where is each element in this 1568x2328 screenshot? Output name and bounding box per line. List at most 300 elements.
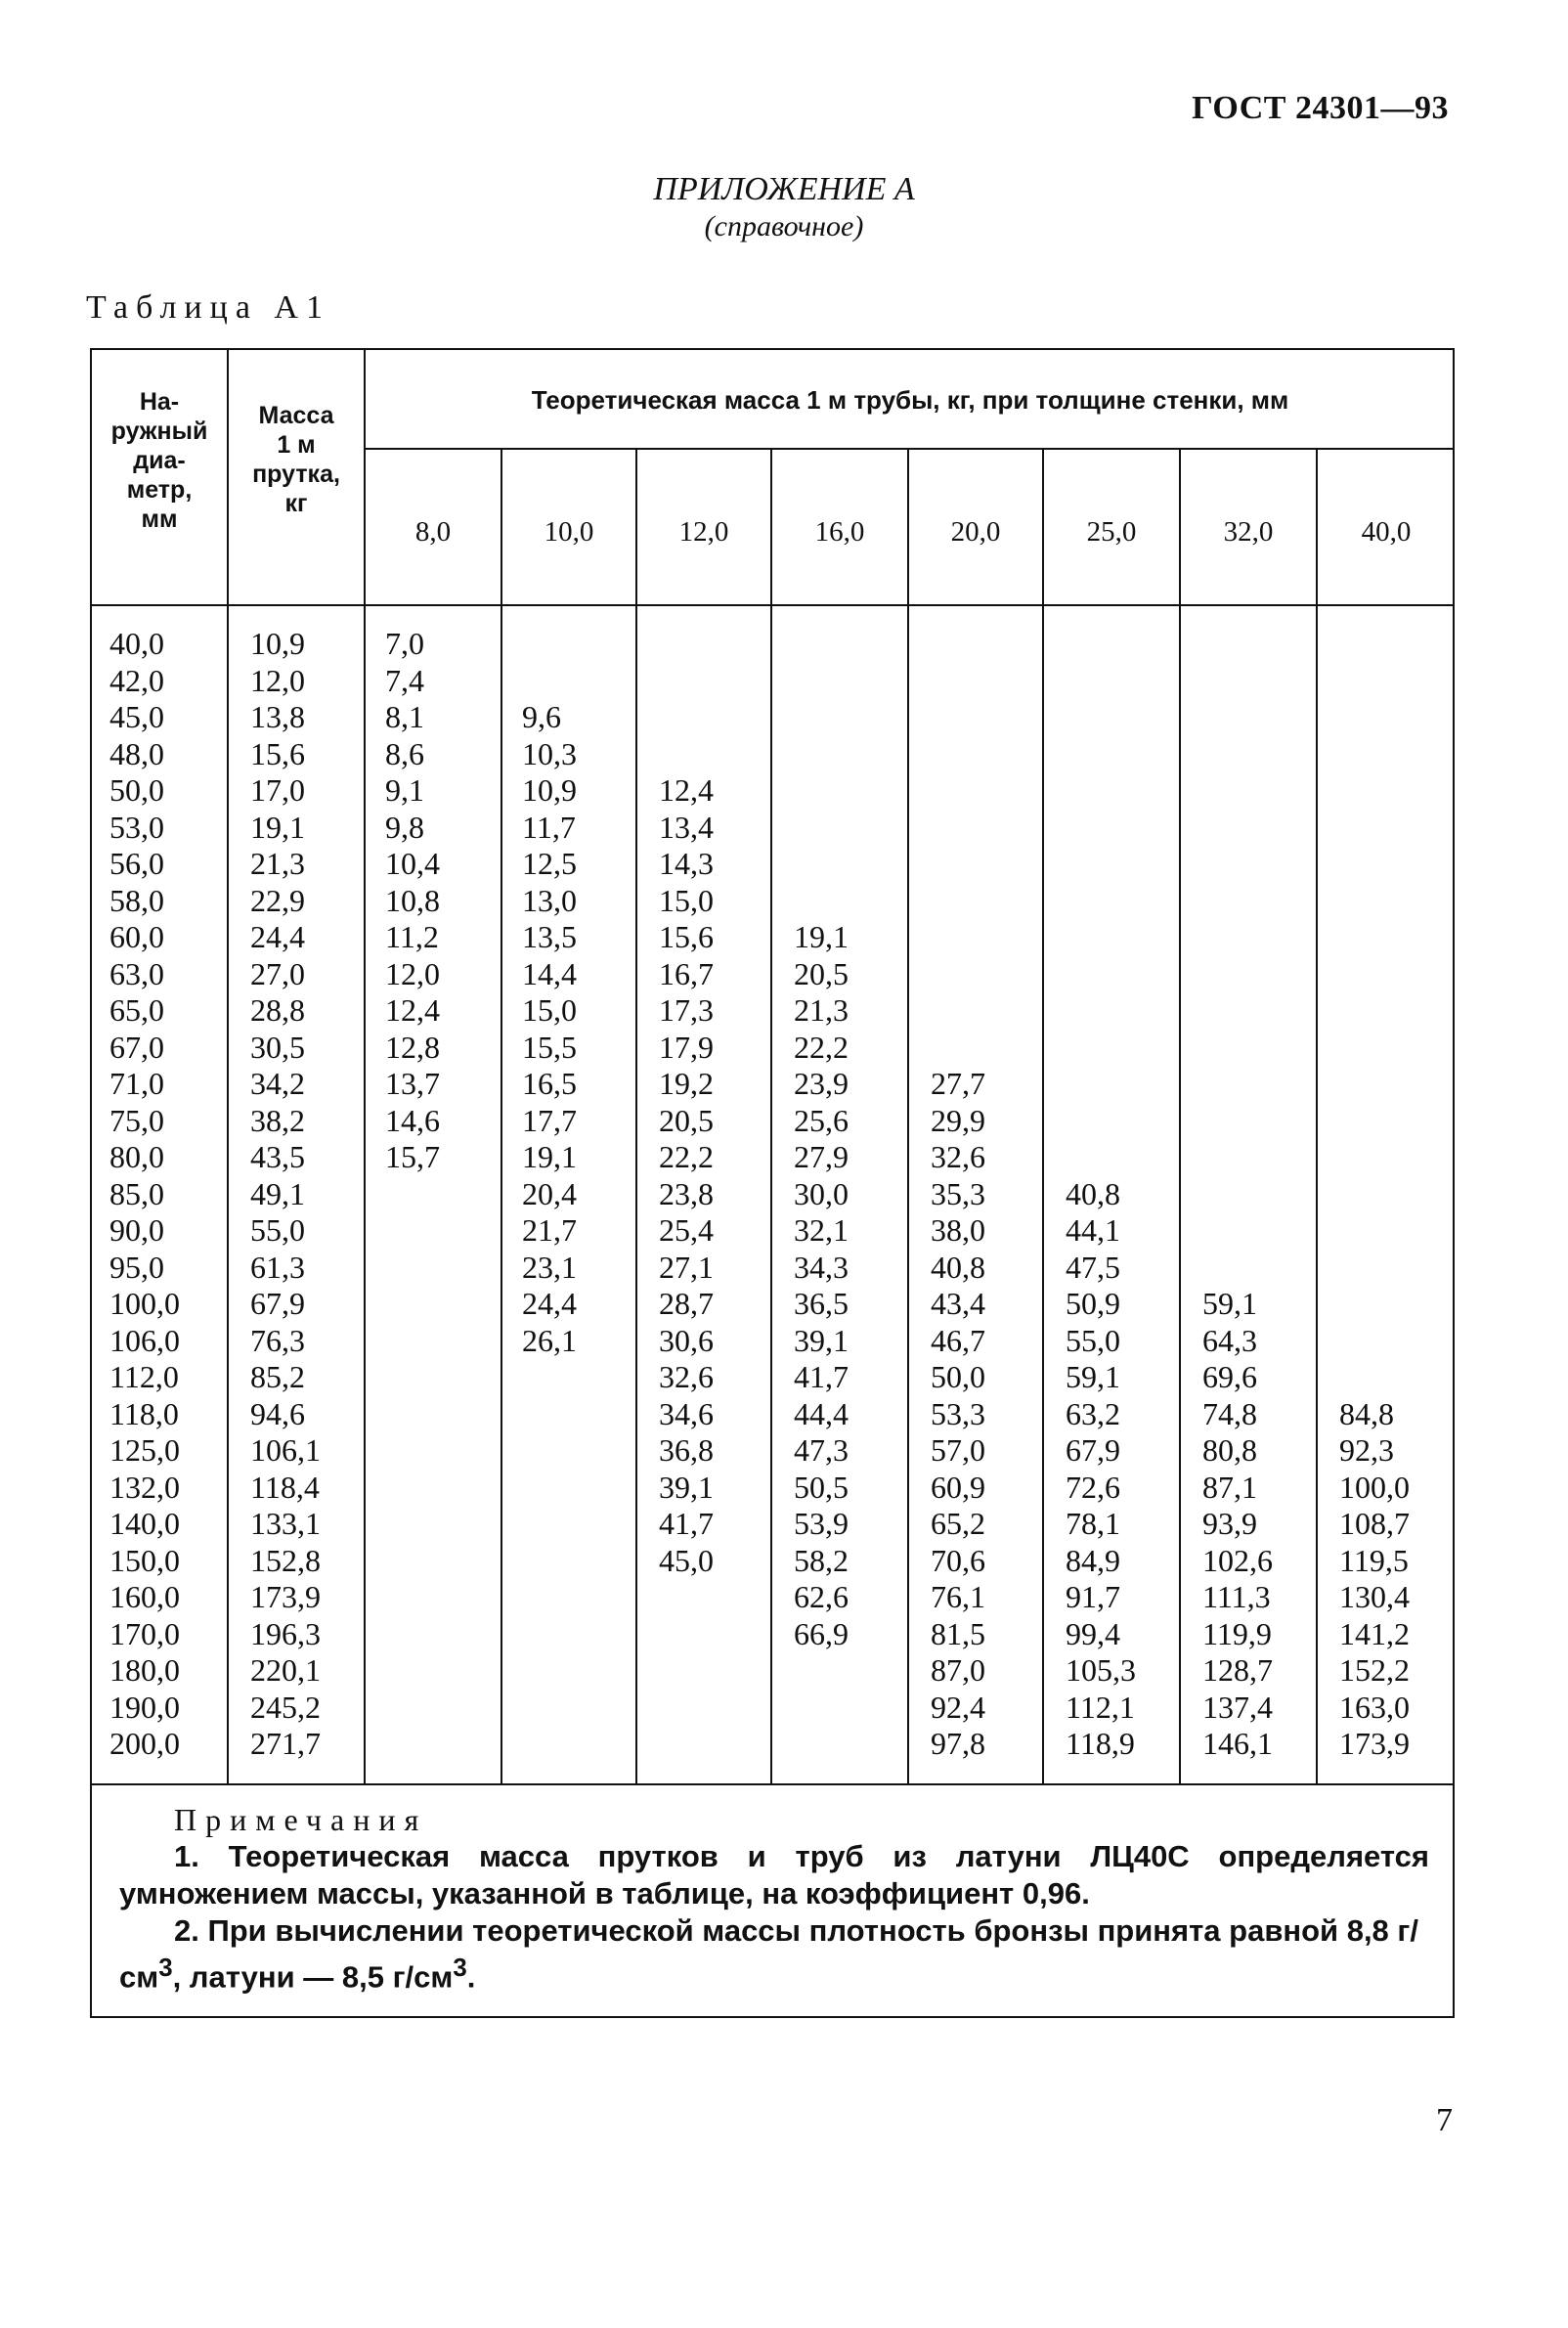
appendix-subtitle: (справочное): [704, 210, 864, 242]
table-cell: 19,1: [522, 1139, 577, 1174]
rod-mass-header: [229, 401, 364, 518]
table-cell: 141,2: [1339, 1615, 1410, 1651]
table-cell: 30,0: [794, 1175, 849, 1211]
table-cell: 67,0: [109, 1029, 164, 1065]
table-cell: 100,0: [109, 1286, 180, 1321]
table-cell: 108,7: [1339, 1506, 1410, 1541]
table-cell: [1066, 772, 1136, 810]
table-cell: 85,2: [250, 1359, 305, 1394]
table-cell: 190,0: [109, 1689, 180, 1725]
table-cell: 45,0: [109, 699, 164, 734]
table-cell: 27,9: [794, 1139, 849, 1174]
table-cell: 63,0: [109, 955, 164, 991]
table-cell: [1339, 772, 1410, 810]
table-cell: [1339, 1359, 1410, 1396]
table-cell: [1202, 1139, 1273, 1176]
table-cell: 128,7: [1202, 1652, 1273, 1688]
table-cell: 30,6: [659, 1322, 714, 1358]
table-cell: [931, 1030, 985, 1067]
table-cell: 160,0: [109, 1579, 180, 1614]
wall-thickness-16: 16,0: [814, 516, 865, 548]
table-cell: 130,4: [1339, 1579, 1410, 1614]
table-cell: [1066, 883, 1136, 920]
t16-column: [794, 626, 849, 1652]
table-cell: 105,3: [1066, 1652, 1136, 1688]
table-cell: 81,5: [931, 1615, 985, 1651]
table-cell: 80,8: [1202, 1432, 1257, 1468]
table-cell: 27,0: [250, 955, 305, 991]
table-cell: 84,9: [1066, 1542, 1120, 1578]
table-cell: [1202, 956, 1273, 993]
table-cell: [1066, 663, 1136, 700]
diameter-header-line: мм: [141, 505, 178, 533]
table-cell: 40,8: [931, 1249, 985, 1285]
table-cell: [1339, 1139, 1410, 1176]
table-cell: 125,0: [109, 1432, 180, 1468]
table-cell: 11,2: [385, 919, 439, 954]
table-cell: 48,0: [109, 735, 164, 771]
table-cell: [1202, 883, 1273, 920]
appendix-title: ПРИЛОЖЕНИЕ А: [653, 171, 915, 207]
table-cell: 78,1: [1066, 1506, 1120, 1541]
table-cell: 112,0: [109, 1359, 179, 1394]
table-cell: 27,1: [659, 1249, 714, 1285]
table-cell: 85,0: [109, 1175, 164, 1211]
table-cell: 152,8: [250, 1542, 321, 1578]
table-cell: 15,5: [522, 1029, 577, 1065]
table-cell: 39,1: [794, 1322, 849, 1358]
table-cell: [1066, 956, 1136, 993]
rod-mass-header-line: прутка,: [252, 461, 340, 488]
table-cell: [1066, 810, 1136, 847]
table-cell: 20,5: [794, 955, 849, 991]
table-cell: 53,3: [931, 1395, 985, 1431]
table-cell: 21,7: [522, 1212, 577, 1248]
table-cell: 29,9: [931, 1102, 985, 1138]
wall-thickness-40: 40,0: [1361, 516, 1412, 548]
table-cell: 97,8: [931, 1726, 985, 1761]
table-cell: [1202, 1212, 1273, 1250]
table-cell: 17,9: [659, 1029, 714, 1065]
table-cell: [659, 736, 714, 773]
table-cell: [659, 626, 714, 663]
table-caption: Таблица А1: [86, 289, 330, 326]
table-cell: 50,0: [931, 1359, 985, 1394]
table-cell: 20,5: [659, 1102, 714, 1138]
table-cell: 13,0: [522, 882, 577, 918]
wall-thickness-8: 8,0: [414, 516, 452, 548]
table-cell: 150,0: [109, 1542, 180, 1578]
table-cell: 118,0: [109, 1395, 179, 1431]
table-cell: [1339, 992, 1410, 1030]
diameter-header-line: На-: [139, 388, 180, 416]
table-cell: [1202, 1103, 1273, 1140]
table-cell: [931, 663, 985, 700]
table-cell: 34,6: [659, 1395, 714, 1431]
table-cell: [1339, 956, 1410, 993]
table-cell: [931, 846, 985, 883]
note-2-superscript: 3: [453, 1955, 467, 1982]
table-cell: 22,2: [794, 1029, 849, 1065]
table-cell: 24,4: [250, 919, 305, 954]
table-cell: 34,3: [794, 1249, 849, 1285]
table-cell: 67,9: [1066, 1432, 1120, 1468]
table-cell: 14,3: [659, 846, 714, 881]
table-cell: 74,8: [1202, 1395, 1257, 1431]
table-cell: 15,7: [385, 1139, 440, 1174]
table-cell: 12,0: [250, 662, 305, 698]
table-cell: 13,7: [385, 1066, 440, 1101]
table-cell: 70,6: [931, 1542, 985, 1578]
table-cell: 245,2: [250, 1689, 321, 1725]
table-cell: 35,3: [931, 1175, 985, 1211]
table-cell: 118,4: [250, 1469, 320, 1505]
table-cell: [794, 626, 849, 663]
table-cell: 152,2: [1339, 1652, 1410, 1688]
table-cell: 14,6: [385, 1102, 440, 1138]
table-cell: 49,1: [250, 1175, 305, 1211]
table-cell: 13,8: [250, 699, 305, 734]
rod-mass-header-line: Масса: [258, 402, 334, 429]
table-cell: 10,9: [522, 772, 577, 808]
table-cell: 38,0: [931, 1212, 985, 1248]
table-cell: 25,6: [794, 1102, 849, 1138]
table-cell: 13,4: [659, 809, 714, 845]
table-cell: 146,1: [1202, 1726, 1273, 1761]
table-cell: 32,6: [659, 1359, 714, 1394]
table-cell: 196,3: [250, 1615, 321, 1651]
table-cell: [1066, 1030, 1136, 1067]
table-cell: 12,8: [385, 1029, 440, 1065]
table-cell: 271,7: [250, 1726, 321, 1761]
table-cell: 9,1: [385, 772, 424, 808]
table-cell: 10,9: [250, 626, 305, 661]
diameter-header-line: ружный: [110, 417, 208, 445]
table-cell: 7,0: [385, 626, 424, 661]
wall-thickness-32: 32,0: [1223, 516, 1274, 548]
table-cell: [522, 663, 577, 700]
table-cell: 133,1: [250, 1506, 321, 1541]
table-cell: [1339, 919, 1410, 956]
table-cell: 50,5: [794, 1469, 849, 1505]
table-cell: 93,9: [1202, 1506, 1257, 1541]
table-cell: 9,6: [522, 699, 561, 734]
note-1: 1. Теоретическая масса прутков и труб из латуни ЛЦ40С определяется умножением массы, указанной в таблице, на коэффициент 0,96.: [119, 1839, 1429, 1911]
table-cell: 50,9: [1066, 1286, 1120, 1321]
table-notes: [119, 1801, 1429, 1996]
table-cell: 100,0: [1339, 1469, 1410, 1505]
table-cell: 36,8: [659, 1432, 714, 1468]
rod-mass-header-line: 1 м: [277, 431, 316, 459]
table-cell: 106,1: [250, 1432, 321, 1468]
table-cell: [1339, 1250, 1410, 1287]
table-cell: [1202, 846, 1273, 883]
table-cell: 92,3: [1339, 1432, 1394, 1468]
table-cell: [1202, 1030, 1273, 1067]
table-cell: 173,9: [250, 1579, 321, 1614]
table-cell: 65,0: [109, 992, 164, 1028]
table-cell: [1339, 626, 1410, 663]
wall-thickness-12: 12,0: [678, 516, 729, 548]
table-cell: [1339, 1066, 1410, 1103]
table-cell: 59,1: [1066, 1359, 1120, 1394]
diameter-column: [109, 626, 180, 1763]
table-cell: [1066, 1066, 1136, 1103]
t20-column: [931, 626, 985, 1763]
table-cell: [1339, 1212, 1410, 1250]
table-cell: [1202, 772, 1273, 810]
table-cell: [931, 956, 985, 993]
table-cell: 132,0: [109, 1469, 180, 1505]
table-cell: 55,0: [1066, 1322, 1120, 1358]
table-cell: [1066, 919, 1136, 956]
table-cell: 19,1: [794, 919, 849, 954]
table-cell: 53,9: [794, 1506, 849, 1541]
table-cell: 170,0: [109, 1615, 180, 1651]
table-cell: [1339, 810, 1410, 847]
table-cell: 47,5: [1066, 1249, 1120, 1285]
notes-title: Примечания: [174, 1802, 428, 1837]
rod-mass-column: [250, 626, 321, 1763]
table-cell: 57,0: [931, 1432, 985, 1468]
page-number: 7: [1436, 2102, 1453, 2138]
table-cell: 24,4: [522, 1286, 577, 1321]
table-cell: 43,4: [931, 1286, 985, 1321]
table-cell: 102,6: [1202, 1542, 1273, 1578]
table-cell: 60,0: [109, 919, 164, 954]
table-cell: 10,3: [522, 735, 577, 771]
table-cell: 180,0: [109, 1652, 180, 1688]
table-cell: 62,6: [794, 1579, 849, 1614]
table-cell: [1339, 1176, 1410, 1213]
table-cell: 163,0: [1339, 1689, 1410, 1725]
table-cell: [1202, 1066, 1273, 1103]
wall-thickness-20: 20,0: [950, 516, 1001, 548]
table-cell: [1202, 699, 1273, 736]
table-cell: 14,4: [522, 955, 577, 991]
table-cell: [1202, 626, 1273, 663]
table-cell: [931, 699, 985, 736]
table-cell: 111,3: [1202, 1579, 1271, 1614]
table-cell: [1066, 626, 1136, 663]
table-cell: 119,5: [1339, 1542, 1409, 1578]
table-cell: 71,0: [109, 1066, 164, 1101]
table-cell: [1202, 1250, 1273, 1287]
table-cell: 20,4: [522, 1175, 577, 1211]
table-cell: 8,6: [385, 735, 424, 771]
table-cell: [659, 663, 714, 700]
table-cell: 200,0: [109, 1726, 180, 1761]
note-2: [119, 1912, 1429, 1996]
table-cell: [1339, 1030, 1410, 1067]
table-cell: 99,4: [1066, 1615, 1120, 1651]
table-cell: 23,1: [522, 1249, 577, 1285]
table-cell: 61,3: [250, 1249, 305, 1285]
table-cell: 12,0: [385, 955, 440, 991]
table-cell: 30,5: [250, 1029, 305, 1065]
table-cell: 72,6: [1066, 1469, 1120, 1505]
table-cell: 28,8: [250, 992, 305, 1028]
table-cell: [931, 919, 985, 956]
table-cell: [794, 699, 849, 736]
table-cell: [794, 846, 849, 883]
table-cell: 44,4: [794, 1395, 849, 1431]
table-cell: 46,7: [931, 1322, 985, 1358]
rod-mass-header-line: кг: [284, 490, 308, 517]
table-cell: 92,4: [931, 1689, 985, 1725]
table-cell: 39,1: [659, 1469, 714, 1505]
table-cell: [659, 699, 714, 736]
table-cell: 17,3: [659, 992, 714, 1028]
table-cell: [1066, 699, 1136, 736]
note-2-text: .: [466, 1959, 476, 1995]
table-cell: 91,7: [1066, 1579, 1120, 1614]
table-cell: [1202, 736, 1273, 773]
table-cell: 23,9: [794, 1066, 849, 1101]
note-2-superscript: 3: [158, 1955, 173, 1982]
table-cell: 90,0: [109, 1212, 164, 1248]
table-cell: 10,8: [385, 882, 440, 918]
table-cell: 19,2: [659, 1066, 714, 1101]
table-cell: 32,6: [931, 1139, 985, 1174]
table-cell: 76,3: [250, 1322, 305, 1358]
table-cell: 15,6: [659, 919, 714, 954]
table-cell: 12,5: [522, 846, 577, 881]
table-cell: 87,0: [931, 1652, 985, 1688]
table-cell: 87,1: [1202, 1469, 1257, 1505]
table-cell: 56,0: [109, 846, 164, 881]
table-cell: 75,0: [109, 1102, 164, 1138]
table-cell: 53,0: [109, 809, 164, 845]
table-cell: 47,3: [794, 1432, 849, 1468]
table-cell: [794, 883, 849, 920]
table-cell: 19,1: [250, 809, 305, 845]
table-cell: 45,0: [659, 1542, 714, 1578]
table-cell: 58,2: [794, 1542, 849, 1578]
mass-table: [90, 348, 1455, 2018]
table-cell: 21,3: [250, 846, 305, 881]
table-cell: 60,9: [931, 1469, 985, 1505]
table-cell: 67,9: [250, 1286, 305, 1321]
table-cell: 34,2: [250, 1066, 305, 1101]
table-cell: [931, 992, 985, 1030]
t12-column: [659, 626, 714, 1579]
table-cell: 26,1: [522, 1322, 577, 1358]
table-cell: 140,0: [109, 1506, 180, 1541]
table-cell: [931, 736, 985, 773]
t8-column: [385, 626, 440, 1176]
table-cell: 66,9: [794, 1615, 849, 1651]
table-cell: 38,2: [250, 1102, 305, 1138]
table-cell: 137,4: [1202, 1689, 1273, 1725]
table-cell: [1202, 992, 1273, 1030]
table-cell: 12,4: [385, 992, 440, 1028]
table-cell: 15,0: [522, 992, 577, 1028]
table-cell: 118,9: [1066, 1726, 1135, 1761]
table-cell: 25,4: [659, 1212, 714, 1248]
note-2-text: 2. При вычислении теоретической массы плотность бронзы принята равной 8,8 г/см: [119, 1913, 1418, 1995]
table-cell: [1202, 1176, 1273, 1213]
table-cell: 80,0: [109, 1139, 164, 1174]
table-cell: 44,1: [1066, 1212, 1120, 1248]
table-cell: 22,2: [659, 1139, 714, 1174]
table-cell: [1066, 992, 1136, 1030]
table-cell: 8,1: [385, 699, 424, 734]
table-cell: [1066, 736, 1136, 773]
tube-mass-group-header: Теоретическая масса 1 м трубы, кг, при толщине стенки, мм: [531, 385, 1289, 415]
table-cell: 76,1: [931, 1579, 985, 1614]
table-cell: 15,6: [250, 735, 305, 771]
table-cell: 10,4: [385, 846, 440, 881]
table-cell: 41,7: [659, 1506, 714, 1541]
table-cell: 28,7: [659, 1286, 714, 1321]
table-cell: [1202, 919, 1273, 956]
t10-column: [522, 626, 577, 1359]
table-cell: 9,8: [385, 809, 424, 845]
table-cell: [1339, 1323, 1410, 1360]
table-cell: 40,8: [1066, 1175, 1120, 1211]
table-cell: 32,1: [794, 1212, 849, 1248]
table-cell: 17,7: [522, 1102, 577, 1138]
table-cell: [931, 810, 985, 847]
table-cell: 41,7: [794, 1359, 849, 1394]
table-cell: [522, 626, 577, 663]
table-cell: [794, 663, 849, 700]
table-cell: [1339, 736, 1410, 773]
table-cell: 173,9: [1339, 1726, 1410, 1761]
table-cell: [1066, 1103, 1136, 1140]
table-cell: 64,3: [1202, 1322, 1257, 1358]
table-cell: [1202, 663, 1273, 700]
standard-code: ГОСТ 24301—93: [1192, 90, 1449, 126]
table-cell: 21,3: [794, 992, 849, 1028]
table-cell: [1066, 1139, 1136, 1176]
table-cell: 95,0: [109, 1249, 164, 1285]
wall-thickness-25: 25,0: [1086, 516, 1137, 548]
t40-column: [1339, 626, 1410, 1763]
table-cell: 16,5: [522, 1066, 577, 1101]
table-cell: 22,9: [250, 882, 305, 918]
t25-column: [1066, 626, 1136, 1763]
table-cell: [931, 626, 985, 663]
table-cell: 119,9: [1202, 1615, 1272, 1651]
table-cell: [794, 736, 849, 773]
note-2-text: , латуни — 8,5 г/см: [172, 1959, 454, 1995]
table-cell: [931, 772, 985, 810]
table-cell: [1202, 810, 1273, 847]
table-cell: 106,0: [109, 1322, 180, 1358]
table-cell: [931, 883, 985, 920]
table-cell: 17,0: [250, 772, 305, 808]
table-cell: 59,1: [1202, 1286, 1257, 1321]
table-cell: [1339, 1103, 1410, 1140]
table-cell: 220,1: [250, 1652, 321, 1688]
table-cell: 36,5: [794, 1286, 849, 1321]
table-cell: 42,0: [109, 662, 164, 698]
table-cell: 58,0: [109, 882, 164, 918]
table-cell: 94,6: [250, 1395, 305, 1431]
table-cell: [794, 810, 849, 847]
appendix-heading: [0, 171, 1568, 245]
table-cell: 23,8: [659, 1175, 714, 1211]
table-cell: 84,8: [1339, 1395, 1394, 1431]
table-cell: [794, 772, 849, 810]
diameter-header: [92, 387, 227, 534]
table-cell: [1339, 1286, 1410, 1323]
diameter-header-line: диа-: [133, 447, 186, 474]
table-cell: [1066, 846, 1136, 883]
table-cell: [1339, 883, 1410, 920]
